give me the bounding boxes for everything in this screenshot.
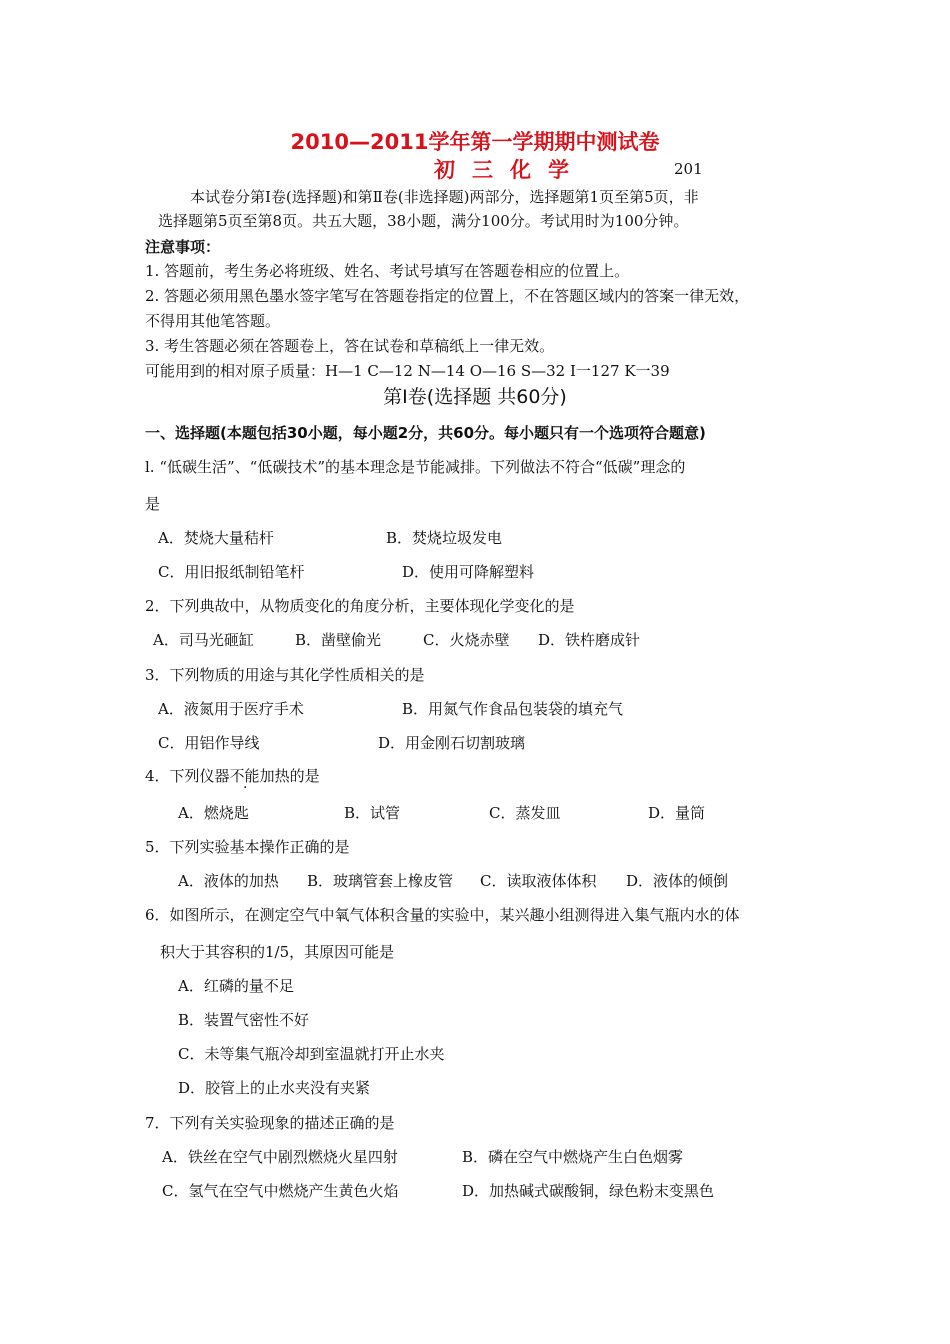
note-1: 1. 答题前，考生务必将班级、姓名、考试号填写在答题卷相应的位置上。 (145, 262, 630, 280)
q4-option-b: B．试管 (344, 804, 401, 822)
exam-title: 2010—2011学年第一学期期中测试卷 (290, 130, 660, 154)
q2-stem: 2．下列典故中，从物质变化的角度分析，主要体现化学变化的是 (145, 597, 575, 615)
part-1-title: 第Ⅰ卷(选择题 共60分) (383, 386, 567, 408)
exam-subtitle: 初三化学 (434, 158, 586, 182)
q6-option-b: B．装置气密性不好 (178, 1011, 310, 1029)
q5-option-b: B．玻璃管套上橡皮管 (307, 872, 454, 890)
q7-option-b: B．磷在空气中燃烧产生白色烟雾 (462, 1148, 684, 1166)
q2-option-d: D．铁杵磨成针 (538, 631, 641, 649)
q5-stem: 5．下列实验基本操作正确的是 (145, 838, 350, 856)
note-2: 2. 答题必须用黑色墨水签字笔写在答题卷指定的位置上，不在答题区域内的答案一律无效， (145, 287, 750, 305)
q4-stem (145, 765, 320, 786)
note-3: 3. 考生答题必须在答题卷上，答在试卷和草稿纸上一律无效。 (145, 337, 555, 355)
section-1-heading: 一、选择题(本题包括30小题，每小题2分，共60分。每小题只有一个选项符合题意) (145, 424, 706, 442)
q4-option-a: A．燃烧匙 (178, 804, 249, 822)
q3-option-c: C．用铝作导线 (158, 734, 260, 752)
note-2-cont: 不得用其他笔答题。 (145, 312, 281, 330)
intro-line-1: 本试卷分第Ⅰ卷(选择题)和第Ⅱ卷(非选择题)两部分，选择题第1页至第5页，非 (190, 188, 699, 206)
q2-option-c: C．火烧赤壁 (423, 631, 510, 649)
q1-stem: l. “低碳生活”、“低碳技术”的基本理念是节能减排。下列做法不符合“低碳”理念的 (145, 458, 686, 476)
q5-option-a: A．液体的加热 (178, 872, 279, 890)
q5-option-c: C．读取液体体积 (480, 872, 597, 890)
q3-option-b: B．用氮气作食品包装袋的填充气 (402, 700, 624, 718)
q7-option-a: A．铁丝在空气中剧烈燃烧火星四射 (162, 1148, 398, 1166)
q4-stem-post: 加热的是 (259, 767, 320, 785)
intro-line-2: 选择题第5页至第8页。共五大题，38小题，满分100分。考试用时为100分钟。 (158, 212, 689, 230)
q3-stem: 3．下列物质的用途与其化学性质相关的是 (145, 666, 425, 684)
q6-option-a: A．红磷的量不足 (178, 977, 294, 995)
q7-stem: 7．下列有关实验现象的描述正确的是 (145, 1114, 395, 1132)
notes-heading: 注意事项： (145, 238, 221, 256)
atomic-masses: 可能用到的相对原子质量：H—1 C—12 N—14 O—16 S—32 I一127 K一39 (145, 362, 670, 380)
q3-option-d: D．用金刚石切割玻璃 (378, 734, 526, 752)
q4-stem-emphasis: 不能 (229, 767, 260, 785)
q2-option-b: B．凿壁偷光 (295, 631, 382, 649)
q1-option-d: D．使用可降解塑料 (402, 563, 535, 581)
page-number: 201 (674, 160, 703, 178)
q6-option-c: C．未等集气瓶冷却到室温就打开止水夹 (178, 1045, 445, 1063)
q4-stem-pre: 4．下列仪器 (145, 767, 230, 785)
q1-option-c: C．用旧报纸制铅笔杆 (158, 563, 305, 581)
q6-stem: 6．如图所示，在测定空气中氧气体积含量的实验中，某兴趣小组测得进入集气瓶内水的体 (145, 906, 740, 924)
q4-option-c: C．蒸发皿 (489, 804, 561, 822)
q1-option-b: B．焚烧垃圾发电 (386, 529, 503, 547)
q4-option-d: D．量筒 (648, 804, 706, 822)
q1-option-a: A．焚烧大量秸杆 (158, 529, 274, 547)
q7-option-c: C．氢气在空气中燃烧产生黄色火焰 (162, 1182, 399, 1200)
q5-option-d: D．液体的倾倒 (626, 872, 729, 890)
q2-option-a: A．司马光砸缸 (153, 631, 254, 649)
q6-option-d: D．胶管上的止水夹没有夹紧 (178, 1079, 371, 1097)
q6-stem-cont: 积大于其容积的1/5，其原因可能是 (160, 943, 395, 961)
q3-option-a: A．液氮用于医疗手术 (158, 700, 304, 718)
q7-option-d: D．加热碱式碳酸铜，绿色粉末变黑色 (462, 1182, 715, 1200)
q1-stem-cont: 是 (145, 495, 161, 513)
